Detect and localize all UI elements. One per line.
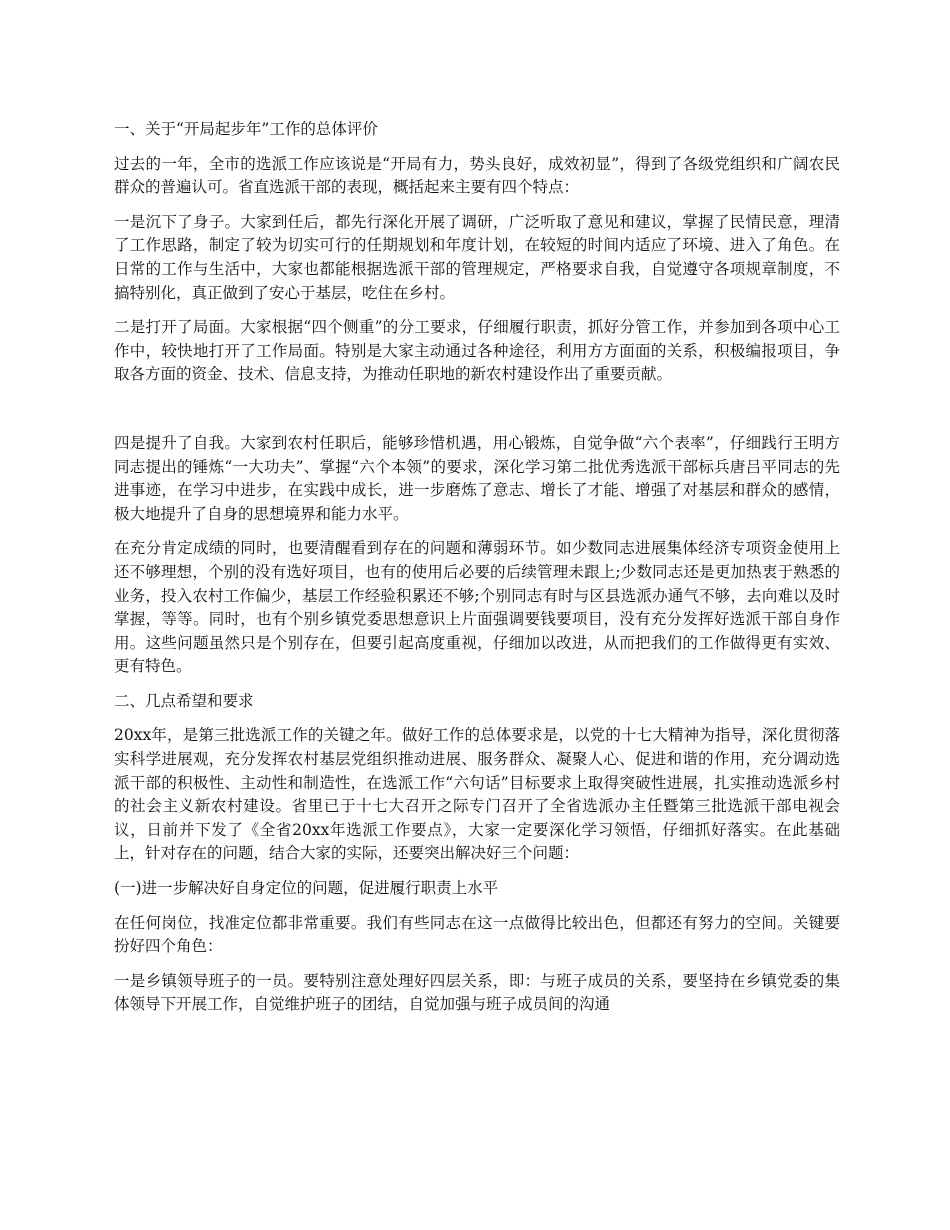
sub-heading: (一)进一步解决好自身定位的问题，促进履行职责上水平 [114,879,499,898]
body-paragraph: 一是乡镇领导班子的一员。要特别注意处理好四层关系，即：与班子成员的关系，要坚持在乡镇党委的集体领导下开展工作，自觉维护班子的团结，自觉加强与班子成员间的沟通 [114,971,840,1014]
body-paragraph: 在充分肯定成绩的同时，也要清醒看到存在的问题和薄弱环节。如少数同志进展集体经济专项资金使用上还不够理想，个别的没有选好项目，也有的使用后必要的后续管理未跟上;少数同志还是更加热衷于熟悉的业务，投入农村工作偏少，基层工作经验积累还不够;个别同志有时与区县选派办通气不够，去向难以及时掌握，等等。同时，也有个别乡镇党委思想意识上片面强调要钱要项目，没有充分发挥好选派干部自身作用。这些问题虽然只是个别存在，但要引起高度重视，仔细加以改进，从而把我们的工作做得更有实效、更有特色。 [114,539,840,676]
body-paragraph: 四是提升了自我。大家到农村任职后，能够珍惜机遇，用心锻炼，自觉争做“六个表率”，仔细践行王明方同志提出的锤炼“一大功夫”、掌握“六个本领”的要求，深化学习第二批优秀选派干部标兵唐吕平同志的先进事迹，在学习中进步，在实践中成长，进一步磨炼了意志、增长了才能、增强了对基层和群众的感情，极大地提升了自身的思想境界和能力水平。 [114,433,840,523]
body-paragraph: 20xx年，是第三批选派工作的关键之年。做好工作的总体要求是，以党的十七大精神为指导，深化贯彻落实科学进展观，充分发挥农村基层党组织推动进展、服务群众、凝聚人心、促进和谐的作用，充分调动选派干部的积极性、主动性和制造性，在选派工作“六句话”目标要求上取得突破性进展，扎实推动选派乡村的社会主义新农村建设。省里已于十七大召开之际专门召开了全省选派办主任暨第三批选派干部电视会议，日前并下发了《全省20xx年选派工作要点》，大家一定要深化学习领悟，仔细抓好落实。在此基础上，针对存在的问题，结合大家的实际，还要突出解决好三个问题： [114,726,840,863]
body-paragraph: 二是打开了局面。大家根据“四个侧重”的分工要求，仔细履行职责，抓好分管工作，并参加到各项中心工作中，较快地打开了工作局面。特别是大家主动通过各种途径，利用方方面面的关系，积极编报项目，争取各方面的资金、技术、信息支持，为推动任职地的新农村建设作出了重要贡献。 [114,318,840,384]
body-paragraph: 过去的一年，全市的选派工作应该说是“开局有力，势头良好，成效初显”，得到了各级党组织和广阔农民群众的普遍认可。省直选派干部的表现，概括起来主要有四个特点： [114,154,840,197]
body-paragraph: 在任何岗位，找准定位都非常重要。我们有些同志在这一点做得比较出色，但都还有努力的空间。关键要扮好四个角色： [114,913,840,956]
document-body [114,118,840,1028]
section-heading-1: 一、关于“开局起步年”工作的总体评价 [114,120,378,138]
section-heading-2: 二、几点希望和要求 [114,691,254,710]
blank-gap [114,398,840,432]
body-paragraph: 一是沉下了身子。大家到任后，都先行深化开展了调研，广泛听取了意见和建议，掌握了民情民意，理清了工作思路，制定了较为切实可行的任期规划和年度计划，在较短的时间内适应了环境、进入了角色。在日常的工作与生活中，大家也都能根据选派干部的管理规定，严格要求自我，自觉遵守各项规章制度，不搞特别化，真正做到了安心于基层，吃住在乡村。 [114,212,840,302]
